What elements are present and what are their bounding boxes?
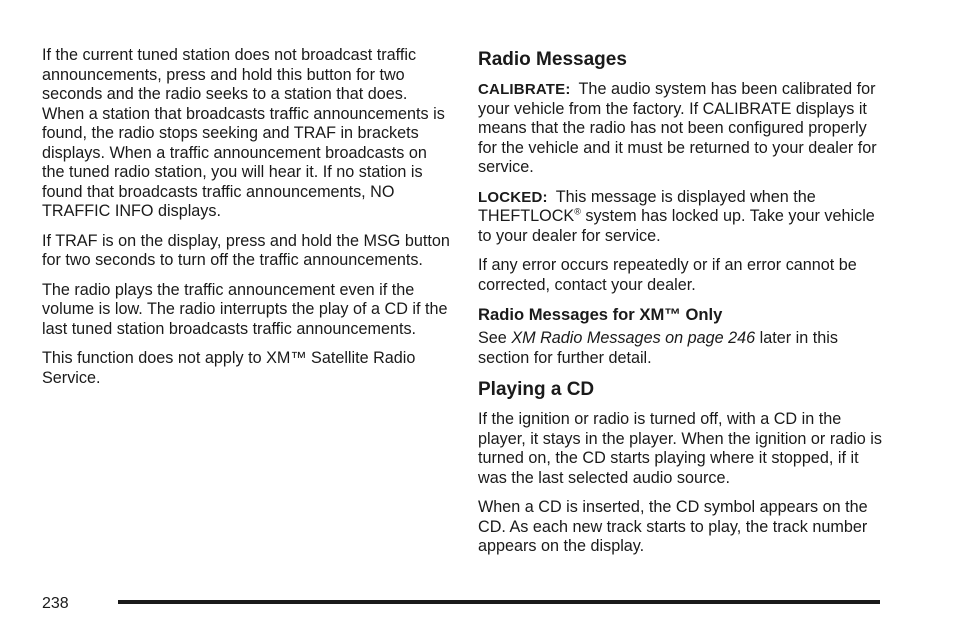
calibrate-text: The audio system has been calibrated for your vehicle from the factory. If CALIBRATE displays it means that the radio has not been configured properly for the vehicle and it must be returned to your dealer for service. [478,80,877,176]
locked-paragraph [478,188,888,247]
radio-messages-heading: Radio Messages [478,49,627,70]
xm-see-text: See [478,329,512,347]
playing-cd-heading: Playing a CD [478,379,595,400]
xm-messages-heading: Radio Messages for XM™ Only [478,305,723,324]
page-number: 238 [42,595,69,612]
xm-page-reference: XM Radio Messages on page 246 [511,329,756,347]
error-paragraph: If any error occurs repeatedly or if an error cannot be corrected, contact your dealer. [478,256,857,294]
traffic-volume-paragraph: The radio plays the traffic announcement even if the volume is low. The radio interrupts the play of a CD if the last tuned station broadcasts traffic announcements. [42,280,448,338]
traffic-seek-paragraph: If the current tuned station does not broadcast traffic announcements, press and hold this button for two seconds and the radio seeks to a station that does. When a station that broadcasts traffic announcements is found, the radio stops seeking and TRAF in brackets displays. When a traffic announcement broadcasts on the tuned radio station, you will hear it. If no station is found that broadcasts traffic announcements, NO TRAFFIC INFO displays. [42,46,445,220]
cd-inserted-paragraph: When a CD is inserted, the CD symbol appears on the CD. As each new track starts to play, the track number appears on the display. [478,498,868,555]
calibrate-label: CALIBRATE: [478,81,571,98]
right-column [478,46,888,567]
locked-text-b: system has locked up. Take your vehicle to your dealer for service. [478,207,875,245]
locked-text-a: This message is displayed when the THEFTLOCK [478,187,816,225]
locked-label: LOCKED: [478,188,548,206]
xm-rest-text: later in this section for further detail. [478,329,838,367]
traf-off-paragraph: If TRAF is on the display, press and hold the MSG button for two seconds to turn off the traffic announcements. [42,231,450,269]
xm-not-apply-paragraph: This function does not apply to XM™ Satellite Radio Service. [42,349,416,387]
xm-reference-paragraph [478,329,888,368]
registered-mark: ® [574,206,581,217]
calibrate-paragraph [478,80,888,178]
left-column [42,46,452,398]
footer-rule [118,600,880,604]
cd-stays-paragraph: If the ignition or radio is turned off, with a CD in the player, it stays in the player. When the ignition or radio is turned on, the CD starts playing where it stopped, if it was the last selected audio source. [478,410,882,487]
